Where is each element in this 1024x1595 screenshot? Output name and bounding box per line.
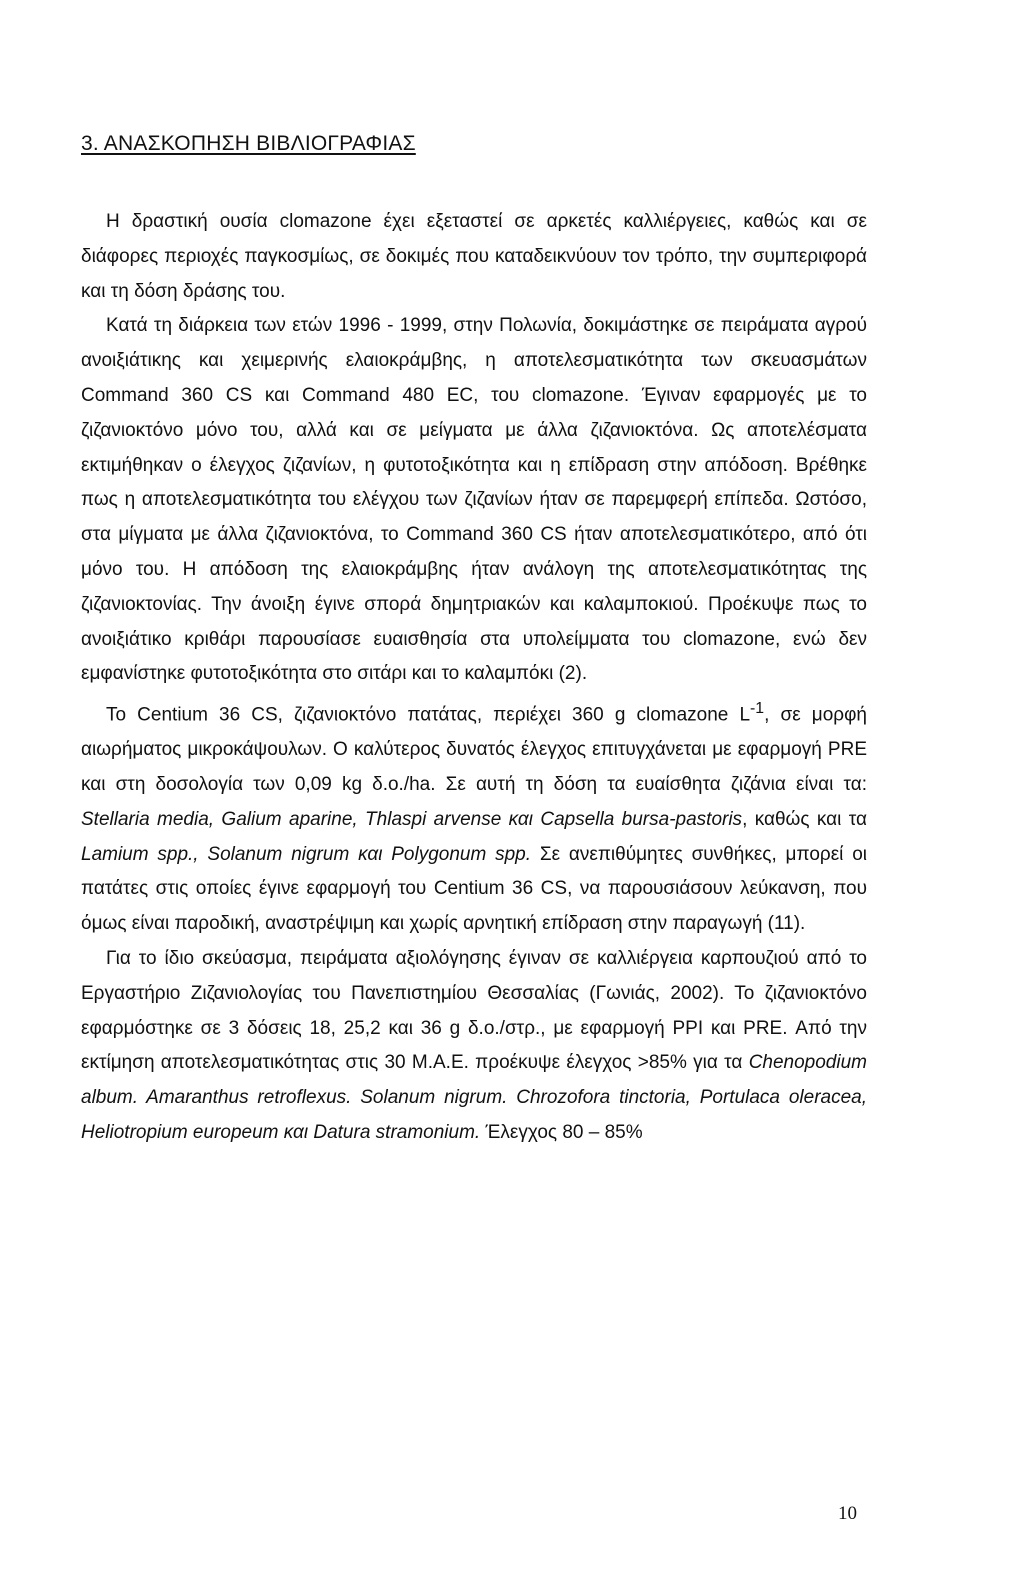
paragraph-text: Η δραστική ουσία clomazone έχει εξεταστεί σε αρκετές καλλιέργειες, καθώς και σε διάφορες περιοχές παγκοσμίως, σε δοκιμές που καταδεικνύουν τον τρόπο, την συμπεριφορά και τη δόση δράσης του.	[81, 211, 867, 302]
paragraph	[81, 942, 867, 1151]
paragraph-text: Σε ανεπιθύμητες συνθήκες, μπορεί οι πατάτες στις οποίες έγινε εφαρμογή του Centium 36 CS, να παρουσιάσουν λεύκανση, που όμως είναι παροδική, αναστρέψιμη και χωρίς αρνητική επίδραση στην παραγωγή (11).	[81, 843, 867, 935]
paragraph	[81, 205, 867, 309]
paragraph-text: , καθώς και τα	[742, 808, 867, 830]
superscript: -1	[750, 700, 765, 718]
paragraph-text: Κατά τη διάρκεια των ετών 1996 - 1999, στην Πολωνία, δοκιμάστηκε σε πειράματα αγρού ανοιξιάτικης και χειμερινής ελαιοκράμβης, η αποτελεσματικότητα των σκευασμάτων Command 360 CS και Command 480 EC, του clomazone. Έγιναν εφαρμογές με το ζιζανιοκτόνο μόνο του, αλλά και σε μείγματα με άλλα ζιζανιοκτόνα. Ως αποτελέσματα εκτιμήθηκαν ο έλεγχος ζιζανίων, η φυτοτοξικότητα και η επίδραση στην απόδοση. Βρέθηκε πως η αποτελεσματικότητα του ελέγχου των ζιζανίων ήταν σε παρεμφερή επίπεδα. Ωστόσο, στα μίγματα με άλλα ζιζανιοκτόνα, το Command 360 CS ήταν αποτελεσματικότερο, από ότι μόνο του. Η απόδοση της ελαιοκράμβης ήταν ανάλογη της αποτελεσματικότητας της ζιζανιοκτονίας. Την άνοιξη έγινε σπορά δημητριακών και καλαμποκιού. Προέκυψε πως το ανοιξιάτικο κριθάρι παρουσίασε ευαισθησία στα υπολείμματα του clomazone, ενώ δεν εμφανίστηκε φυτοτοξικότητα στο σιτάρι και το καλαμπόκι (2).	[81, 315, 867, 685]
species-name: Stellaria media, Galium aparine, Thlaspi arvense και Capsella bursa-pastoris	[81, 808, 743, 830]
species-name: Lamium spp., Solanum nigrum και Polygonum spp.	[81, 843, 532, 865]
species-name: Chenopodium album. Amaranthus retroflexus. Solanum nigrum. Chrozofora tinctoria, Portulaca oleracea, Heliotropium europeum και Datura stramonium.	[81, 1052, 867, 1144]
paragraph-text: Έλεγχος 80 – 85%	[480, 1122, 643, 1144]
paragraph	[81, 692, 867, 942]
section-heading: 3. ΑΝΑΣΚΟΠΗΣΗ ΒΙΒΛΙΟΓΡΑΦΙΑΣ	[81, 132, 416, 155]
paragraph-text: , σε μορφή αιωρήματος μικροκάψουλων. Ο καλύτερος δυνατός έλεγχος επιτυγχάνεται με εφαρμογή PRE και στη δοσολογία των 0,09 kg δ.ο./ha. Σε αυτή τη δόση τα ευαίσθητα ζιζάνια είναι τα:	[81, 704, 867, 796]
paragraph-text: Το Centium 36 CS, ζιζανιοκτόνο πατάτας, περιέχει 360 g clomazone L	[106, 704, 751, 726]
body-text	[81, 205, 867, 1151]
paragraph	[81, 309, 867, 692]
page-number: 10	[838, 1503, 857, 1524]
paragraph-text: Για το ίδιο σκεύασμα, πειράματα αξιολόγησης έγιναν σε καλλιέργεια καρπουζιού από το Εργαστήριο Ζιζανιολογίας του Πανεπιστημίου Θεσσαλίας (Γωνιάς, 2002). Το ζιζανιοκτόνο εφαρμόστηκε σε 3 δόσεις 18, 25,2 και 36 g δ.ο./στρ., με εφαρμογή PPI και PRE. Από την εκτίμηση αποτελεσματικότητας στις 30 Μ.Α.Ε. προέκυψε έλεγχος >85% για τα	[81, 948, 867, 1074]
